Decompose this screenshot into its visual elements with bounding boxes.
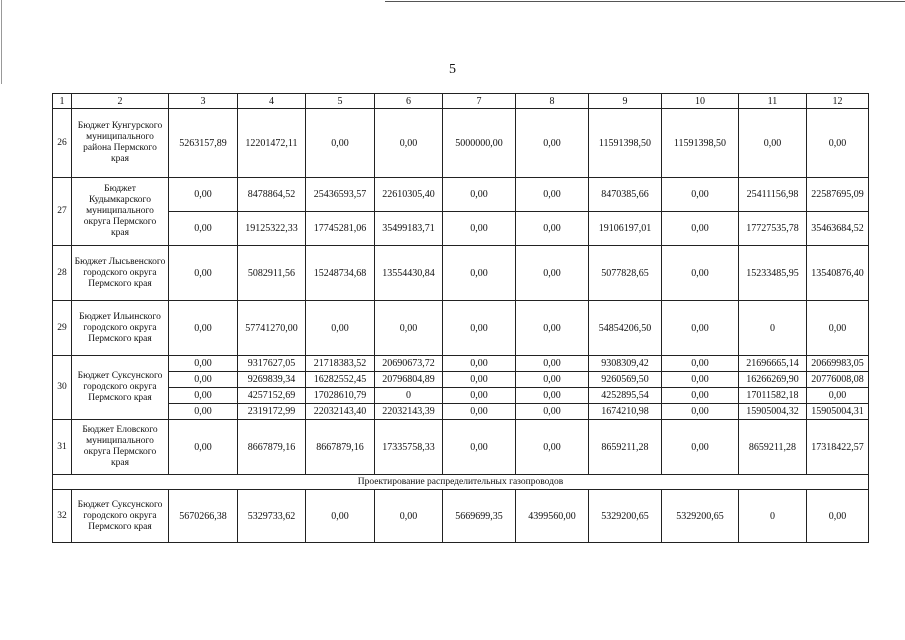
value-cell: 16282552,45 xyxy=(306,372,375,388)
value-cell: 20776008,08 xyxy=(807,372,869,388)
row-number: 26 xyxy=(53,109,72,178)
table-row xyxy=(53,356,869,372)
value-cell: 5329733,62 xyxy=(238,490,306,543)
value-cell: 5669699,35 xyxy=(443,490,516,543)
header-cell: 2 xyxy=(72,94,169,109)
budget-name: Бюджет Суксунского городского округа Пермского края xyxy=(72,356,169,420)
value-cell: 0,00 xyxy=(662,178,739,212)
left-margin-rule xyxy=(1,0,2,84)
table-row xyxy=(53,490,869,543)
header-cell: 7 xyxy=(443,94,516,109)
value-cell: 21718383,52 xyxy=(306,356,375,372)
value-cell: 0,00 xyxy=(169,388,238,404)
table-row xyxy=(53,420,869,475)
value-cell: 9308309,42 xyxy=(589,356,662,372)
value-cell: 19125322,33 xyxy=(238,212,306,246)
value-cell: 15248734,68 xyxy=(306,246,375,301)
value-cell: 13554430,84 xyxy=(375,246,443,301)
value-cell: 20690673,72 xyxy=(375,356,443,372)
value-cell: 0,00 xyxy=(306,109,375,178)
value-cell: 0,00 xyxy=(443,246,516,301)
table-row xyxy=(53,301,869,356)
value-cell: 5263157,89 xyxy=(169,109,238,178)
value-cell: 35499183,71 xyxy=(375,212,443,246)
value-cell: 0,00 xyxy=(169,356,238,372)
value-cell: 8478864,52 xyxy=(238,178,306,212)
header-cell: 3 xyxy=(169,94,238,109)
value-cell: 5000000,00 xyxy=(443,109,516,178)
value-cell: 0 xyxy=(739,490,807,543)
value-cell: 0,00 xyxy=(516,372,589,388)
value-cell: 15905004,32 xyxy=(739,404,807,420)
page-number: 5 xyxy=(449,62,456,77)
value-cell: 0,00 xyxy=(306,490,375,543)
header-cell: 6 xyxy=(375,94,443,109)
value-cell: 13540876,40 xyxy=(807,246,869,301)
value-cell: 0,00 xyxy=(662,212,739,246)
value-cell: 0,00 xyxy=(169,404,238,420)
value-cell: 0,00 xyxy=(443,301,516,356)
value-cell: 0,00 xyxy=(662,388,739,404)
value-cell: 9260569,50 xyxy=(589,372,662,388)
value-cell: 12201472,11 xyxy=(238,109,306,178)
value-cell: 11591398,50 xyxy=(589,109,662,178)
value-cell: 17318422,57 xyxy=(807,420,869,475)
value-cell: 0,00 xyxy=(306,301,375,356)
value-cell: 0,00 xyxy=(516,356,589,372)
value-cell: 1674210,98 xyxy=(589,404,662,420)
value-cell: 57741270,00 xyxy=(238,301,306,356)
value-cell: 0,00 xyxy=(443,420,516,475)
value-cell: 22032143,40 xyxy=(306,404,375,420)
value-cell: 5670266,38 xyxy=(169,490,238,543)
value-cell: 11591398,50 xyxy=(662,109,739,178)
value-cell: 5329200,65 xyxy=(589,490,662,543)
value-cell: 0,00 xyxy=(443,388,516,404)
top-rule xyxy=(385,1,905,2)
value-cell: 17028610,79 xyxy=(306,388,375,404)
value-cell: 17335758,33 xyxy=(375,420,443,475)
value-cell: 15905004,31 xyxy=(807,404,869,420)
header-cell: 9 xyxy=(589,94,662,109)
value-cell: 0,00 xyxy=(516,388,589,404)
value-cell: 0,00 xyxy=(662,404,739,420)
budget-name: Бюджет Кудымкарского муниципального округа Пермского края xyxy=(72,178,169,246)
value-cell: 9317627,05 xyxy=(238,356,306,372)
value-cell: 0,00 xyxy=(807,301,869,356)
value-cell: 0,00 xyxy=(662,356,739,372)
value-cell: 16266269,90 xyxy=(739,372,807,388)
header-cell: 5 xyxy=(306,94,375,109)
value-cell: 0,00 xyxy=(662,246,739,301)
value-cell: 0,00 xyxy=(443,212,516,246)
value-cell: 15233485,95 xyxy=(739,246,807,301)
value-cell: 8659211,28 xyxy=(739,420,807,475)
value-cell: 0,00 xyxy=(739,109,807,178)
value-cell: 0,00 xyxy=(516,420,589,475)
value-cell: 17011582,18 xyxy=(739,388,807,404)
value-cell: 0,00 xyxy=(169,301,238,356)
value-cell: 2319172,99 xyxy=(238,404,306,420)
value-cell: 0,00 xyxy=(807,109,869,178)
header-cell: 8 xyxy=(516,94,589,109)
value-cell: 0 xyxy=(739,301,807,356)
value-cell: 0,00 xyxy=(169,246,238,301)
budget-name: Бюджет Кунгурского муниципального района Пермского края xyxy=(72,109,169,178)
value-cell: 4257152,69 xyxy=(238,388,306,404)
value-cell: 5082911,56 xyxy=(238,246,306,301)
header-cell: 11 xyxy=(739,94,807,109)
value-cell: 25411156,98 xyxy=(739,178,807,212)
header-cell: 4 xyxy=(238,94,306,109)
value-cell: 0,00 xyxy=(662,301,739,356)
row-number: 30 xyxy=(53,356,72,420)
value-cell: 22032143,39 xyxy=(375,404,443,420)
value-cell: 4252895,54 xyxy=(589,388,662,404)
value-cell: 17745281,06 xyxy=(306,212,375,246)
value-cell: 0,00 xyxy=(516,301,589,356)
budget-name: Бюджет Еловского муниципального округа Пермского края xyxy=(72,420,169,475)
value-cell: 22587695,09 xyxy=(807,178,869,212)
value-cell: 21696665,14 xyxy=(739,356,807,372)
budget-name: Бюджет Суксунского городского округа Пермского края xyxy=(72,490,169,543)
value-cell: 8667879,16 xyxy=(306,420,375,475)
table-row xyxy=(53,109,869,178)
value-cell: 5329200,65 xyxy=(662,490,739,543)
value-cell: 0,00 xyxy=(662,420,739,475)
row-number: 28 xyxy=(53,246,72,301)
row-number: 27 xyxy=(53,178,72,246)
value-cell: 20669983,05 xyxy=(807,356,869,372)
row-number: 31 xyxy=(53,420,72,475)
value-cell: 25436593,57 xyxy=(306,178,375,212)
value-cell: 0,00 xyxy=(169,420,238,475)
value-cell: 19106197,01 xyxy=(589,212,662,246)
table-row xyxy=(53,372,869,388)
value-cell: 0,00 xyxy=(807,490,869,543)
table-row xyxy=(53,388,869,404)
value-cell: 0,00 xyxy=(662,372,739,388)
value-cell: 0 xyxy=(375,388,443,404)
table-row xyxy=(53,246,869,301)
value-cell: 0,00 xyxy=(443,372,516,388)
value-cell: 0,00 xyxy=(169,372,238,388)
value-cell: 54854206,50 xyxy=(589,301,662,356)
value-cell: 5077828,65 xyxy=(589,246,662,301)
value-cell: 0,00 xyxy=(516,212,589,246)
value-cell: 0,00 xyxy=(516,109,589,178)
value-cell: 0,00 xyxy=(169,178,238,212)
value-cell: 17727535,78 xyxy=(739,212,807,246)
header-row xyxy=(53,94,869,109)
section-title: Проектирование распределительных газопроводов xyxy=(53,475,869,490)
table-row xyxy=(53,178,869,212)
value-cell: 0,00 xyxy=(516,246,589,301)
table-row xyxy=(53,404,869,420)
budget-table xyxy=(52,93,869,543)
value-cell: 0,00 xyxy=(169,212,238,246)
value-cell: 0,00 xyxy=(443,404,516,420)
value-cell: 0,00 xyxy=(375,301,443,356)
value-cell: 0,00 xyxy=(443,178,516,212)
budget-name: Бюджет Лысьвенского городского округа Пермского края xyxy=(72,246,169,301)
value-cell: 0,00 xyxy=(443,356,516,372)
value-cell: 8659211,28 xyxy=(589,420,662,475)
header-cell: 12 xyxy=(807,94,869,109)
value-cell: 8470385,66 xyxy=(589,178,662,212)
value-cell: 0,00 xyxy=(807,388,869,404)
value-cell: 9269839,34 xyxy=(238,372,306,388)
table-row xyxy=(53,212,869,246)
budget-name: Бюджет Ильинского городского округа Пермского края xyxy=(72,301,169,356)
row-number: 32 xyxy=(53,490,72,543)
value-cell: 0,00 xyxy=(516,404,589,420)
value-cell: 4399560,00 xyxy=(516,490,589,543)
value-cell: 22610305,40 xyxy=(375,178,443,212)
value-cell: 0,00 xyxy=(516,178,589,212)
header-cell: 1 xyxy=(53,94,72,109)
row-number: 29 xyxy=(53,301,72,356)
value-cell: 20796804,89 xyxy=(375,372,443,388)
value-cell: 8667879,16 xyxy=(238,420,306,475)
section-row xyxy=(53,475,869,490)
value-cell: 0,00 xyxy=(375,109,443,178)
value-cell: 35463684,52 xyxy=(807,212,869,246)
header-cell: 10 xyxy=(662,94,739,109)
value-cell: 0,00 xyxy=(375,490,443,543)
